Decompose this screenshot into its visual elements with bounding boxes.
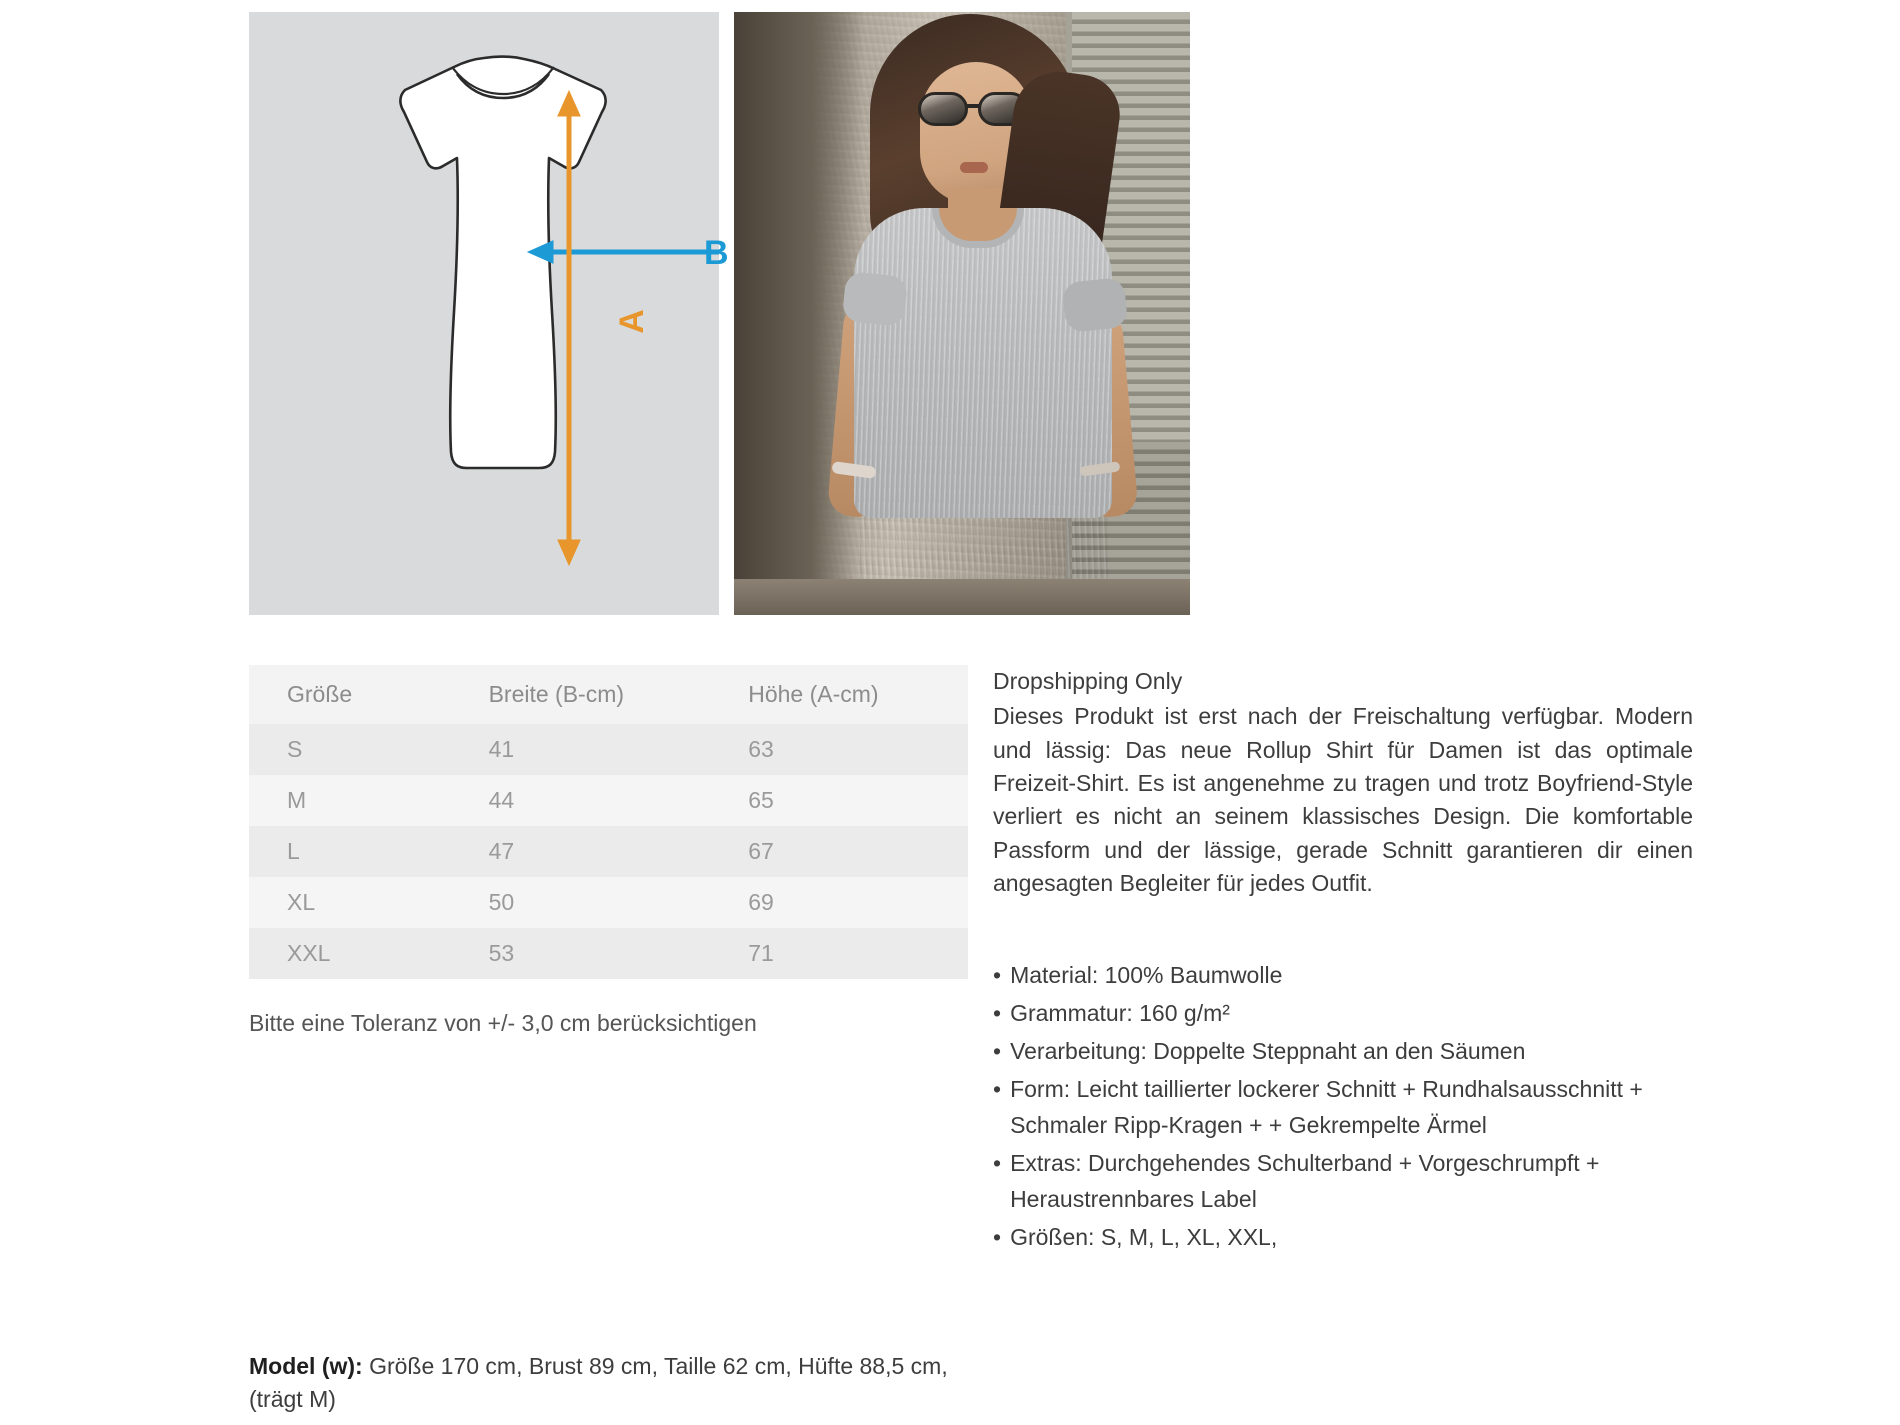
list-item: [993, 958, 1693, 994]
bullet-icon: •: [993, 1038, 1002, 1065]
cell-size: M: [287, 787, 307, 813]
list-item-label: Grammatur: 160 g/m²: [1010, 1000, 1230, 1027]
product-feature-list: [993, 958, 1693, 1255]
cell-width: 50: [488, 889, 515, 915]
photo-shirt-sleeve-right: [1062, 277, 1129, 333]
list-item: [993, 1072, 1693, 1144]
cell-width: 47: [488, 838, 515, 864]
bullet-icon: •: [993, 1076, 1002, 1103]
cell-height: 69: [748, 889, 774, 915]
list-item: [993, 1220, 1693, 1256]
list-item-label: Material: 100% Baumwolle: [1010, 962, 1283, 989]
list-item-label: Verarbeitung: Doppelte Steppnaht an den Säumen: [1010, 1038, 1526, 1065]
list-item: [993, 996, 1693, 1032]
cell-width: 44: [488, 787, 515, 813]
size-table: [249, 665, 968, 979]
table-row: [249, 877, 968, 928]
table-header-height: Höhe (A-cm): [710, 665, 968, 724]
table-row: [249, 775, 968, 826]
list-item: [993, 1146, 1693, 1218]
photo-shirt-sleeve-left: [842, 271, 909, 327]
cell-size: XL: [287, 889, 316, 915]
product-description-column: [993, 665, 1693, 1257]
table-header-row: [249, 665, 968, 724]
table-header-width: Breite (B-cm): [451, 665, 711, 724]
table-row: [249, 928, 968, 979]
cell-size: XXL: [287, 940, 331, 966]
cell-height: 65: [748, 787, 774, 813]
model-photo: [734, 12, 1190, 615]
photo-grey-shirt: [854, 208, 1112, 518]
cell-height: 71: [748, 940, 774, 966]
photo-shadow-left: [734, 12, 864, 615]
table-row: [249, 724, 968, 775]
dropshipping-note: Dropshipping Only: [993, 668, 1183, 694]
table-header-size: Größe: [249, 665, 451, 724]
model-text: Größe 170 cm, Brust 89 cm, Taille 62 cm, Hüfte 88,5 cm, (trägt M): [249, 1353, 948, 1412]
bullet-icon: •: [993, 1000, 1002, 1027]
list-item-label: Form: Leicht taillierter lockerer Schnitt + Rundhalsausschnitt + Schmaler Ripp-Kragen + + Gekrempelte Ärmel: [1010, 1076, 1643, 1138]
list-item: [993, 1034, 1693, 1070]
cell-height: 63: [748, 736, 774, 762]
height-label-a: A: [612, 309, 651, 334]
cell-width: 41: [488, 736, 515, 762]
bullet-icon: •: [993, 1149, 1002, 1176]
bullet-icon: •: [993, 962, 1002, 989]
cell-height: 67: [748, 838, 774, 864]
photo-ground: [734, 579, 1190, 615]
table-row: [249, 826, 968, 877]
list-item-label: Extras: Durchgehendes Schulterband + Vorgeschrumpft + Heraustrennbares Label: [1010, 1149, 1600, 1212]
images-row: [249, 12, 1190, 615]
tshirt-measurement-figure: [249, 12, 729, 615]
model-label: Model (w):: [249, 1353, 363, 1379]
width-arrow-b: [533, 244, 719, 260]
bullet-icon: •: [993, 1223, 1002, 1250]
cell-size: S: [287, 736, 303, 762]
model-measurements-note: [249, 1350, 979, 1415]
cell-size: L: [287, 838, 300, 864]
photo-model-lips: [960, 162, 988, 173]
list-item-label: Größen: S, M, L, XL, XXL,: [1010, 1223, 1278, 1250]
product-description-text: Dieses Produkt ist erst nach der Freischaltung verfügbar. Modern und lässig: Das neue Rollup Shirt für Damen ist das optimale Freizeit-Shirt. Es ist angenehme zu tragen und trotz Boyfriend-Style verliert es nicht an seinem klassisches Design. Die komfortable Passform und der lässige, gerade Schnitt garantieren dir einen angesagten Begleiter für jedes Outfit.: [993, 703, 1693, 897]
cell-width: 53: [488, 940, 515, 966]
width-label-b: B: [704, 234, 729, 272]
tolerance-note: Bitte eine Toleranz von +/- 3,0 cm berücksichtigen: [249, 1010, 757, 1036]
